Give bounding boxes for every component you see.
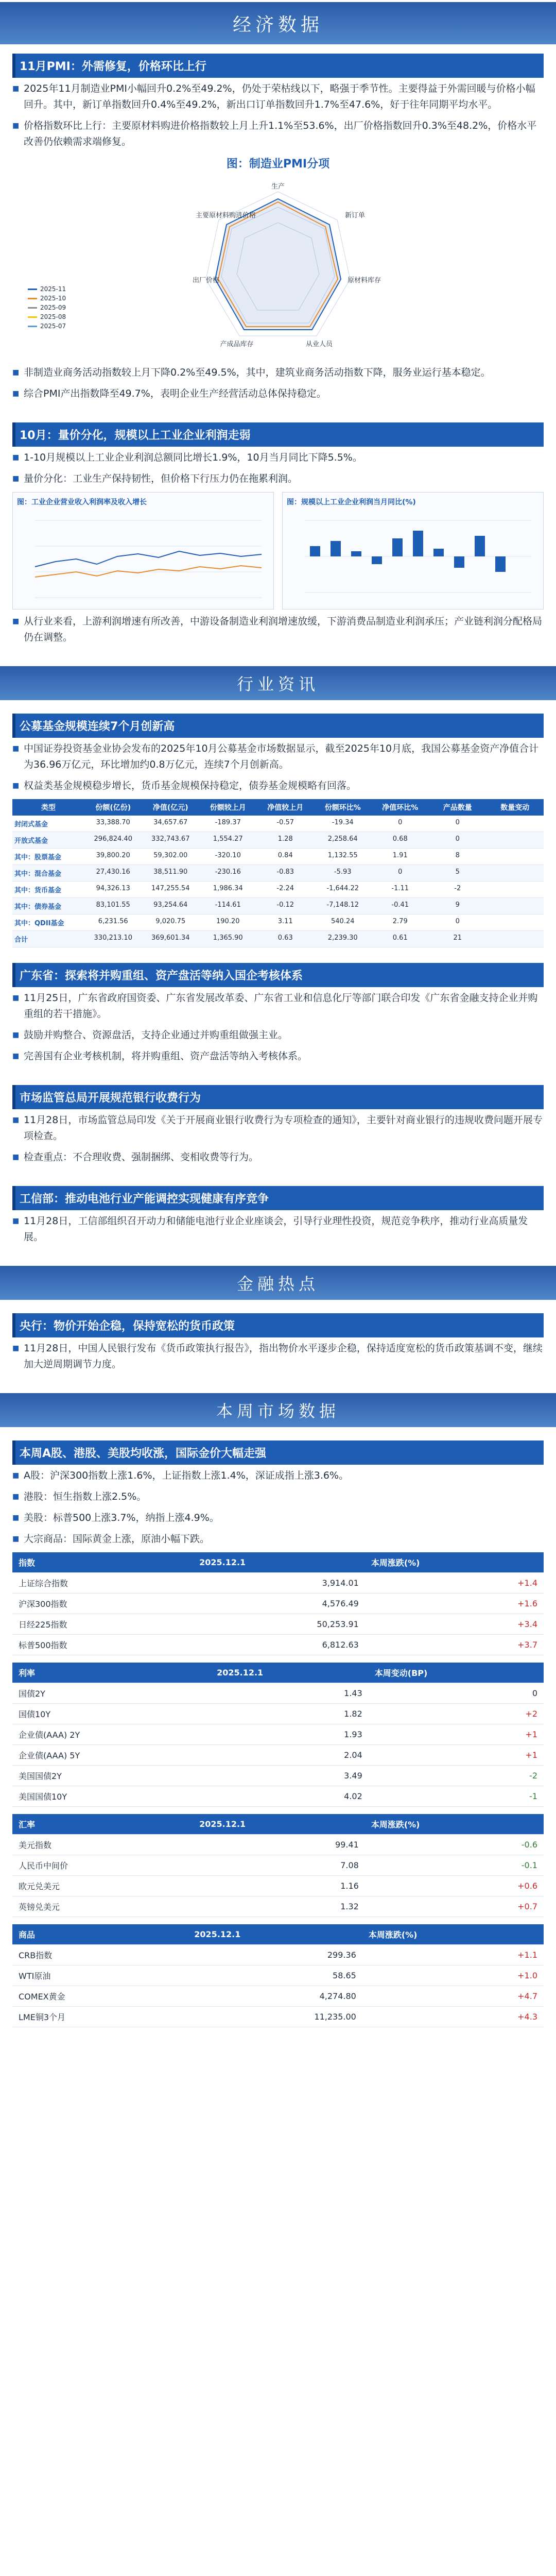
- industry-left-chart: [17, 510, 269, 603]
- fund-th-7: 产品数量: [443, 804, 472, 812]
- fund-cell: 93,254.64: [153, 901, 188, 909]
- market-row: [12, 1573, 544, 1594]
- industry-charts: [12, 492, 544, 609]
- market-cell: 企业债(AAA) 5Y: [12, 1745, 211, 1766]
- bank-bullet-2: ■ 检查重点：不合理收费、强制捆绑、变相收费等行为。: [12, 1149, 544, 1165]
- fund-cell: 8: [455, 852, 460, 859]
- pmi-bullet-3: ■ 非制造业商务活动指数较上月下降0.2%至49.5%，其中，建筑业商务活动指数下降，服务业运行基本稳定。: [12, 365, 544, 381]
- guangdong-title: 广东省：探索将并购重组、资产盘活等纳入国企考核体系: [20, 970, 303, 982]
- finance-hot-section: [0, 1304, 556, 1384]
- fund-th-4: 净值较上月: [267, 804, 304, 812]
- fund-cell: 94,326.13: [96, 885, 130, 892]
- market-row: [12, 1876, 544, 1896]
- t3-head-1: 2025.12.1: [193, 1814, 365, 1835]
- market-cell: 99.41: [193, 1835, 365, 1855]
- fund-th-5: 份额环比%: [324, 804, 361, 812]
- pmi-bullet-1: ■ 2025年11月制造业PMI小幅回升0.2%至49.2%，仍处于荣枯线以下，略强于季节性。主要得益于外需回暖与价格小幅回升。其中，新订单指数回升0.4%至49.2%，新出口订单指数回升1.7%至47.6%，好于往年同期平均水平。: [12, 81, 544, 113]
- fund-cell: 332,743.67: [151, 835, 190, 843]
- bank-title-bar: [12, 1085, 544, 1109]
- finance-hot-title-bar: [12, 1313, 544, 1337]
- market-intro-title: 本周A股、港股、美股均收涨，国际金价大幅走强: [20, 1447, 267, 1460]
- market-cell: 美元指数: [12, 1835, 193, 1855]
- t2-head-2: 本周变动(BP): [369, 1663, 544, 1683]
- fund-bullet-1: ■ 中国证券投资基金业协会发布的2025年10月公募基金市场数据显示，截至2025年10月底，我国公募基金资产净值合计为36.96万亿元，环比增加约0.8万亿元，连续7个月创新高。: [12, 741, 544, 773]
- fund-table-row: [12, 832, 544, 849]
- fund-table-row: [12, 882, 544, 898]
- market-cell: COMEX黄金: [12, 1986, 188, 2007]
- fund-cell: 其中：货币基金: [14, 887, 62, 894]
- radar-legend: [28, 284, 66, 331]
- fund-cell: 0: [455, 819, 460, 826]
- fund-table-row: [12, 914, 544, 931]
- market-cell: +1.1: [362, 1945, 544, 1965]
- market-table-rates: [12, 1663, 544, 1807]
- market-table-index: [12, 1552, 544, 1655]
- fund-cell: 330,213.10: [94, 934, 132, 942]
- header-title: 经济数据: [232, 14, 323, 36]
- market-cell: -0.1: [365, 1855, 544, 1876]
- guangdong-bullet-3: ■ 完善国有企业考核机制，将并购重组、资产盘活等纳入考核体系。: [12, 1048, 544, 1064]
- pmi-title-bar: [12, 54, 544, 78]
- fund-cell: -7,148.12: [326, 901, 359, 909]
- market-cell: 企业债(AAA) 2Y: [12, 1724, 211, 1745]
- it-bullet-1: ■ 11月28日，工信部组织召开动力和储能电池行业企业座谈会，引导行业理性投资，规范竞争秩序，推动行业高质量发展。: [12, 1213, 544, 1245]
- market-cell: LME铜3个月: [12, 2007, 188, 2027]
- market-table-fx: [12, 1814, 544, 1917]
- market-cell: 6,812.63: [193, 1635, 365, 1655]
- fund-cell: 6,231.56: [98, 918, 128, 925]
- fund-cell: 21: [453, 934, 462, 942]
- legend-item-1: 2025-10: [40, 295, 66, 302]
- finance-hot-subtitle: 央行：物价开始企稳，保持宽松的货币政策: [20, 1320, 235, 1333]
- market-title: 本周市场数据: [216, 1401, 340, 1421]
- it-section: [0, 1177, 556, 1257]
- market-row: [12, 1704, 544, 1724]
- pmi-title: 11月PMI：外需修复，价格环比上行: [20, 60, 206, 73]
- market-cell: 上证综合指数: [12, 1573, 193, 1594]
- fund-cell: 1,986.34: [213, 885, 243, 892]
- fund-cell: 83,101.55: [96, 901, 130, 909]
- industry-title: 10月：量价分化，规模以上工业企业利润走弱: [20, 429, 251, 442]
- fund-title-bar: [12, 714, 544, 738]
- t3-head-2: 本周涨跌(%): [365, 1814, 544, 1835]
- market-row: [12, 1766, 544, 1786]
- fund-cell: 封闭式基金: [14, 821, 48, 828]
- fund-cell: -0.41: [391, 901, 409, 909]
- fund-cell: 38,511.90: [153, 868, 188, 876]
- header-banner: [0, 2, 556, 44]
- fund-cell: -1,644.22: [326, 885, 359, 892]
- market-cell: +1.6: [365, 1594, 544, 1614]
- bank-section: [0, 1076, 556, 1177]
- market-cell: -1: [369, 1786, 544, 1807]
- guangdong-bullet-1: ■ 11月25日，广东省政府国资委、广东省发展改革委、广东省工业和信息化厅等部门联合印发《广东省金融支持企业并购重组的若干措施》。: [12, 990, 544, 1022]
- fund-cell: 9: [455, 901, 460, 909]
- fund-title: 公募基金规模连续7个月创新高: [20, 720, 175, 733]
- market-cell: +1: [369, 1724, 544, 1745]
- market-cell: 1.16: [193, 1876, 365, 1896]
- fund-cell: 其中：债券基金: [14, 903, 62, 911]
- market-cell: +1: [369, 1745, 544, 1766]
- fund-cell: 39,800.20: [96, 852, 130, 859]
- t1-head-1: 2025.12.1: [193, 1552, 365, 1573]
- market-row: [12, 1786, 544, 1807]
- fund-cell: 147,255.54: [151, 885, 190, 892]
- radar-label-5: 出厂价格: [193, 277, 220, 284]
- fund-cell: 0.63: [277, 934, 293, 942]
- fund-cell: 296,824.40: [94, 835, 132, 843]
- guangdong-title-bar: [12, 963, 544, 987]
- market-cell: 日经225指数: [12, 1614, 193, 1635]
- t2-head-0: 利率: [12, 1663, 211, 1683]
- t4-head-2: 本周涨跌(%): [362, 1924, 544, 1945]
- market-cell: +0.7: [365, 1896, 544, 1917]
- fund-cell: 合计: [14, 936, 28, 944]
- market-cell: +4.7: [362, 1986, 544, 2007]
- fund-cell: 其中：股票基金: [14, 854, 62, 861]
- market-cell: +3.7: [365, 1635, 544, 1655]
- market-cell: 4,274.80: [188, 1986, 362, 2007]
- industry-section: [0, 413, 556, 657]
- fund-cell: 0.84: [277, 852, 293, 859]
- t1-head-2: 本周涨跌(%): [365, 1552, 544, 1573]
- guangdong-section: [0, 954, 556, 1076]
- industry-panel-right: [282, 492, 544, 609]
- fund-cell: 1.28: [277, 835, 293, 843]
- fund-cell: 1,365.90: [213, 934, 243, 942]
- radar-label-1: 新订单: [345, 212, 366, 219]
- market-row: [12, 1986, 544, 2007]
- fund-cell: -230.16: [215, 868, 241, 876]
- t3-body: [12, 1835, 544, 1917]
- market-cell: 沪深300指数: [12, 1594, 193, 1614]
- fund-cell: 540.24: [331, 918, 355, 925]
- radar-label-6: 主要原材料购进价格: [196, 212, 256, 219]
- market-row: [12, 1855, 544, 1876]
- fund-cell: 369,601.34: [151, 934, 190, 942]
- market-cell: 英镑兑美元: [12, 1896, 193, 1917]
- industry-title-bar: [12, 422, 544, 447]
- fund-cell: 1.91: [392, 852, 408, 859]
- finance-hot-banner: [0, 1266, 556, 1300]
- market-cell: 2.04: [211, 1745, 369, 1766]
- fund-table-row: [12, 849, 544, 865]
- market-cell: 1.32: [193, 1896, 365, 1917]
- fund-cell: 2,258.64: [327, 835, 358, 843]
- market-cell: WTI原油: [12, 1965, 188, 1986]
- guangdong-bullet-2: ■ 鼓励并购整合、资源盘活，支持企业通过并购重组做强主业。: [12, 1027, 544, 1043]
- fund-cell: -5.93: [334, 868, 352, 876]
- pmi-section: [0, 44, 556, 413]
- legend-item-2: 2025-09: [40, 304, 66, 311]
- fund-table-row: [12, 898, 544, 914]
- market-cell: +4.3: [362, 2007, 544, 2027]
- fund-bullet-2: ■ 权益类基金规模稳步增长，货币基金规模保持稳定，债券基金规模略有回落。: [12, 778, 544, 794]
- market-cell: 国债2Y: [12, 1683, 211, 1704]
- t3-head-0: 汇率: [12, 1814, 193, 1835]
- industry-right-chart: [287, 510, 539, 603]
- market-cell: 58.65: [188, 1965, 362, 1986]
- supply-bullet-1: ■ 从行业来看，上游利润增速有所改善，中游设备制造业利润增速放缓，下游消费品制造业利润承压；产业链利润分配格局仍在调整。: [12, 614, 544, 646]
- footer-space: [0, 2033, 556, 2054]
- fund-cell: -2.24: [276, 885, 294, 892]
- market-cell: 1.43: [211, 1683, 369, 1704]
- bank-bullet-1: ■ 11月28日，市场监管总局印发《关于开展商业银行收费行为专项检查的通知》，主要针对商业银行的违规收费问题开展专项检查。: [12, 1112, 544, 1144]
- market-section: [0, 1431, 556, 2033]
- market-row: [12, 1683, 544, 1704]
- fund-cell: 190.20: [216, 918, 240, 925]
- t4-head-1: 2025.12.1: [188, 1924, 362, 1945]
- fund-cell: -114.61: [215, 901, 241, 909]
- market-cell: 4.02: [211, 1786, 369, 1807]
- fund-cell: 2,239.30: [327, 934, 358, 942]
- radar-title: 图：制造业PMI分项: [226, 158, 330, 171]
- market-cell: 299.36: [188, 1945, 362, 1965]
- fund-cell: 开放式基金: [14, 837, 48, 845]
- radar-wrap: [12, 176, 544, 362]
- market-bullet-3: ■ 美股：标普500上涨3.7%，纳指上涨4.9%。: [12, 1510, 544, 1526]
- market-table-commodity: [12, 1924, 544, 2027]
- legend-item-3: 2025-08: [40, 313, 66, 320]
- fund-cell: 0.68: [392, 835, 408, 843]
- market-row: [12, 1745, 544, 1766]
- fund-cell: 其中：QDII基金: [14, 920, 64, 927]
- fund-th-0: 类型: [41, 804, 56, 812]
- market-bullet-2: ■ 港股：恒生指数上涨2.5%。: [12, 1489, 544, 1505]
- fund-cell: 9,020.75: [155, 918, 186, 925]
- fund-th-8: 数量变动: [500, 804, 530, 812]
- industry-bullet-2: ■ 量价分化：工业生产保持韧性，但价格下行压力仍在拖累利润。: [12, 471, 544, 487]
- fund-cell: 0: [398, 868, 403, 876]
- fund-cell: 27,430.16: [96, 868, 130, 876]
- fund-cell: -189.37: [215, 819, 241, 826]
- fund-cell: 5: [455, 868, 460, 876]
- market-cell: -0.6: [365, 1835, 544, 1855]
- market-cell: 1.93: [211, 1724, 369, 1745]
- it-title: 工信部：推动电池行业产能调控实现健康有序竞争: [20, 1193, 269, 1206]
- industry-news-title: 行业资讯: [236, 674, 319, 694]
- market-cell: +1.0: [362, 1965, 544, 1986]
- market-cell: 1.82: [211, 1704, 369, 1724]
- market-cell: 标普500指数: [12, 1635, 193, 1655]
- t4-body: [12, 1945, 544, 2027]
- market-cell: +3.4: [365, 1614, 544, 1635]
- finance-hot-title: 金融热点: [236, 1274, 319, 1294]
- bank-title: 市场监管总局开展规范银行收费行为: [20, 1092, 201, 1105]
- industry-panel-left-title: 图：工业企业营业收入利润率及收入增长: [17, 498, 147, 506]
- fund-cell: 0: [455, 835, 460, 843]
- legend-item-4: 2025-07: [40, 323, 66, 330]
- fund-cell: -19.34: [332, 819, 354, 826]
- fund-cell: -0.57: [276, 819, 294, 826]
- market-row: [12, 1965, 544, 1986]
- fund-cell: -0.83: [276, 868, 294, 876]
- market-row: [12, 1835, 544, 1855]
- radar-label-3: 从业人员: [305, 341, 333, 348]
- market-cell: 50,253.91: [193, 1614, 365, 1635]
- fund-th-6: 净值环比%: [382, 804, 419, 812]
- market-row: [12, 1896, 544, 1917]
- market-row: [12, 1945, 544, 1965]
- market-cell: +1.4: [365, 1573, 544, 1594]
- fund-table-body: [12, 816, 544, 947]
- fund-table-row: [12, 816, 544, 832]
- market-cell: -2: [369, 1766, 544, 1786]
- fund-cell: -2: [454, 885, 461, 892]
- t1-body: [12, 1573, 544, 1655]
- market-cell: +0.6: [365, 1876, 544, 1896]
- fund-cell: 1,132.55: [327, 852, 358, 859]
- market-row: [12, 1594, 544, 1614]
- market-bullet-1: ■ A股：沪深300指数上涨1.6%，上证指数上涨1.4%，深证成指上涨3.6%。: [12, 1468, 544, 1484]
- radar-label-2: 原材料库存: [348, 277, 381, 284]
- fund-cell: -0.12: [276, 901, 294, 909]
- radar-label-0: 生产: [271, 183, 285, 191]
- fund-cell: -1.11: [391, 885, 409, 892]
- market-row: [12, 1635, 544, 1655]
- fund-cell: 1,554.27: [213, 835, 243, 843]
- market-cell: 国债10Y: [12, 1704, 211, 1724]
- fund-table-head: [12, 799, 544, 816]
- fund-cell: 其中：混合基金: [14, 870, 62, 878]
- fund-cell: 0.61: [392, 934, 408, 942]
- market-cell: 欧元兑美元: [12, 1876, 193, 1896]
- market-row: [12, 2007, 544, 2027]
- market-row: [12, 1724, 544, 1745]
- legend-item-0: 2025-11: [40, 285, 66, 293]
- fund-table-row: [12, 865, 544, 882]
- industry-panel-left: [12, 492, 274, 609]
- market-intro-bar: [12, 1440, 544, 1465]
- t4-head-0: 商品: [12, 1924, 188, 1945]
- fund-cell: -320.10: [215, 852, 241, 859]
- fund-table-row: [12, 931, 544, 947]
- t2-head-1: 2025.12.1: [211, 1663, 369, 1683]
- market-cell: 4,576.49: [193, 1594, 365, 1614]
- market-cell: 美国国债10Y: [12, 1786, 211, 1807]
- pmi-bullet-2: ■ 价格指数环比上行：主要原材料购进价格指数较上月上升1.1%至53.6%，出厂价格指数回升0.3%至48.2%，价格水平改善仍依赖需求端修复。: [12, 118, 544, 150]
- fund-th-1: 份额(亿份): [95, 804, 131, 812]
- market-cell: 0: [369, 1683, 544, 1704]
- market-row: [12, 1614, 544, 1635]
- industry-news-banner: [0, 666, 556, 700]
- fund-cell: 2.79: [392, 918, 408, 925]
- fund-cell: 59,302.00: [153, 852, 188, 859]
- industry-bullet-1: ■ 1-10月规模以上工业企业利润总额同比增长1.9%，10月当月同比下降5.5%。: [12, 450, 544, 466]
- market-cell: 3.49: [211, 1766, 369, 1786]
- market-bullet-4: ■ 大宗商品：国际黄金上涨，原油小幅下跌。: [12, 1531, 544, 1547]
- t1-head-0: 指数: [12, 1552, 193, 1573]
- market-cell: +2: [369, 1704, 544, 1724]
- market-cell: 美国国债2Y: [12, 1766, 211, 1786]
- market-cell: 11,235.00: [188, 2007, 362, 2027]
- fund-cell: 0: [455, 918, 460, 925]
- newsletter-page: [0, 2, 556, 2054]
- market-cell: 7.08: [193, 1855, 365, 1876]
- fund-cell: 3.11: [277, 918, 293, 925]
- pmi-bullet-4: ■ 综合PMI产出指数降至49.7%，表明企业生产经营活动总体保持稳定。: [12, 386, 544, 402]
- market-cell: CRB指数: [12, 1945, 188, 1965]
- fund-th-2: 净值(亿元): [152, 804, 188, 812]
- market-cell: 人民币中间价: [12, 1855, 193, 1876]
- market-banner: [0, 1393, 556, 1427]
- radar-label-4: 产成品库存: [220, 341, 254, 348]
- fund-cell: 0: [398, 819, 403, 826]
- fund-th-3: 份额较上月: [210, 804, 246, 812]
- fund-cell: 33,388.70: [96, 819, 130, 826]
- market-cell: 3,914.01: [193, 1573, 365, 1594]
- finance-hot-bullet-1: ■ 11月28日，中国人民银行发布《货币政策执行报告》，指出物价水平逐步企稳，保持适度宽松的货币政策基调不变，继续加大逆周期调节力度。: [12, 1341, 544, 1372]
- industry-panel-right-title: 图：规模以上工业企业利润当月同比(%): [287, 498, 416, 506]
- radar-chart: [190, 181, 381, 357]
- fund-section: [0, 704, 556, 954]
- fund-cell: 34,657.67: [153, 819, 188, 826]
- t2-body: [12, 1683, 544, 1807]
- it-title-bar: [12, 1186, 544, 1210]
